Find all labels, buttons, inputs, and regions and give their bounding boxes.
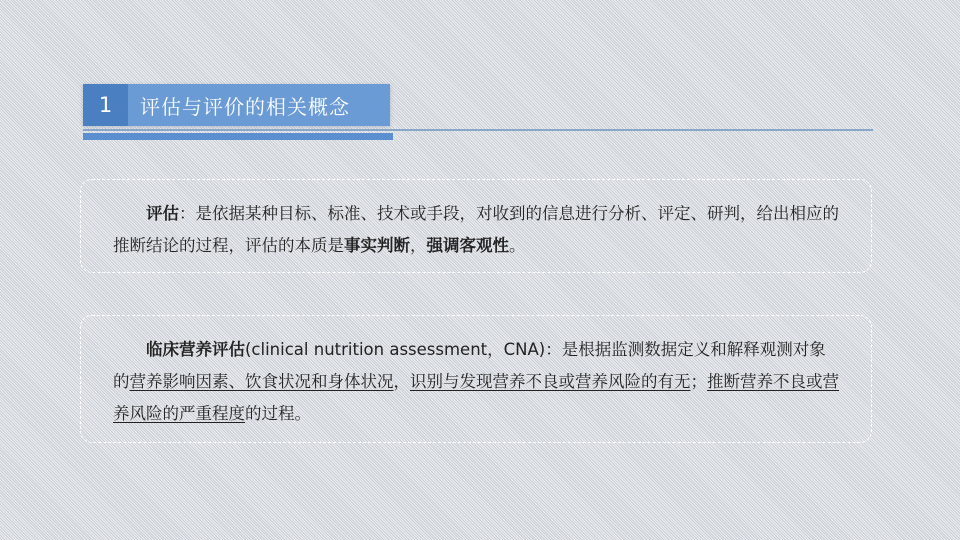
emphasis-fact-judgement: 事实判断 (344, 236, 410, 255)
underlined-phrase: 识别与发现营养不良或营养风险的有无 (410, 372, 691, 391)
section-title: 评估与评价的相关概念 (128, 84, 390, 126)
definition-text: 临床营养评估(clinical nutrition assessment，CNA)：是根据监测数据定义和解释观测对象的营养影响因素、饮食状况和身体状况，识别与发现营养不良或营养风险的有无；推断营养不良或营养风险的严重程度的过程。 (113, 340, 839, 423)
definition-card-evaluation (80, 179, 872, 273)
header-underline (83, 129, 873, 131)
definition-text: 评估：是依据某种目标、标准、技术或手段，对收到的信息进行分析、评定、研判，给出相应的推断结论的过程，评估的本质是事实判断，强调客观性。 (113, 204, 839, 255)
definition-card-cna (80, 315, 872, 443)
english-term: (clinical nutrition assessment，CNA) (245, 340, 546, 359)
term-label: 临床营养评估 (146, 340, 245, 359)
emphasis-objectivity: 强调客观性 (426, 236, 509, 255)
underlined-phrase: 营养影响因素、饮食状况和身体状况 (129, 372, 394, 391)
section-header (83, 84, 390, 126)
underlined-phrase: 推断营养不良或营养风险的严重程度 (113, 372, 839, 423)
term-label: 评估 (146, 204, 179, 223)
section-number: 1 (83, 84, 128, 126)
header-accent-bar (83, 133, 393, 140)
